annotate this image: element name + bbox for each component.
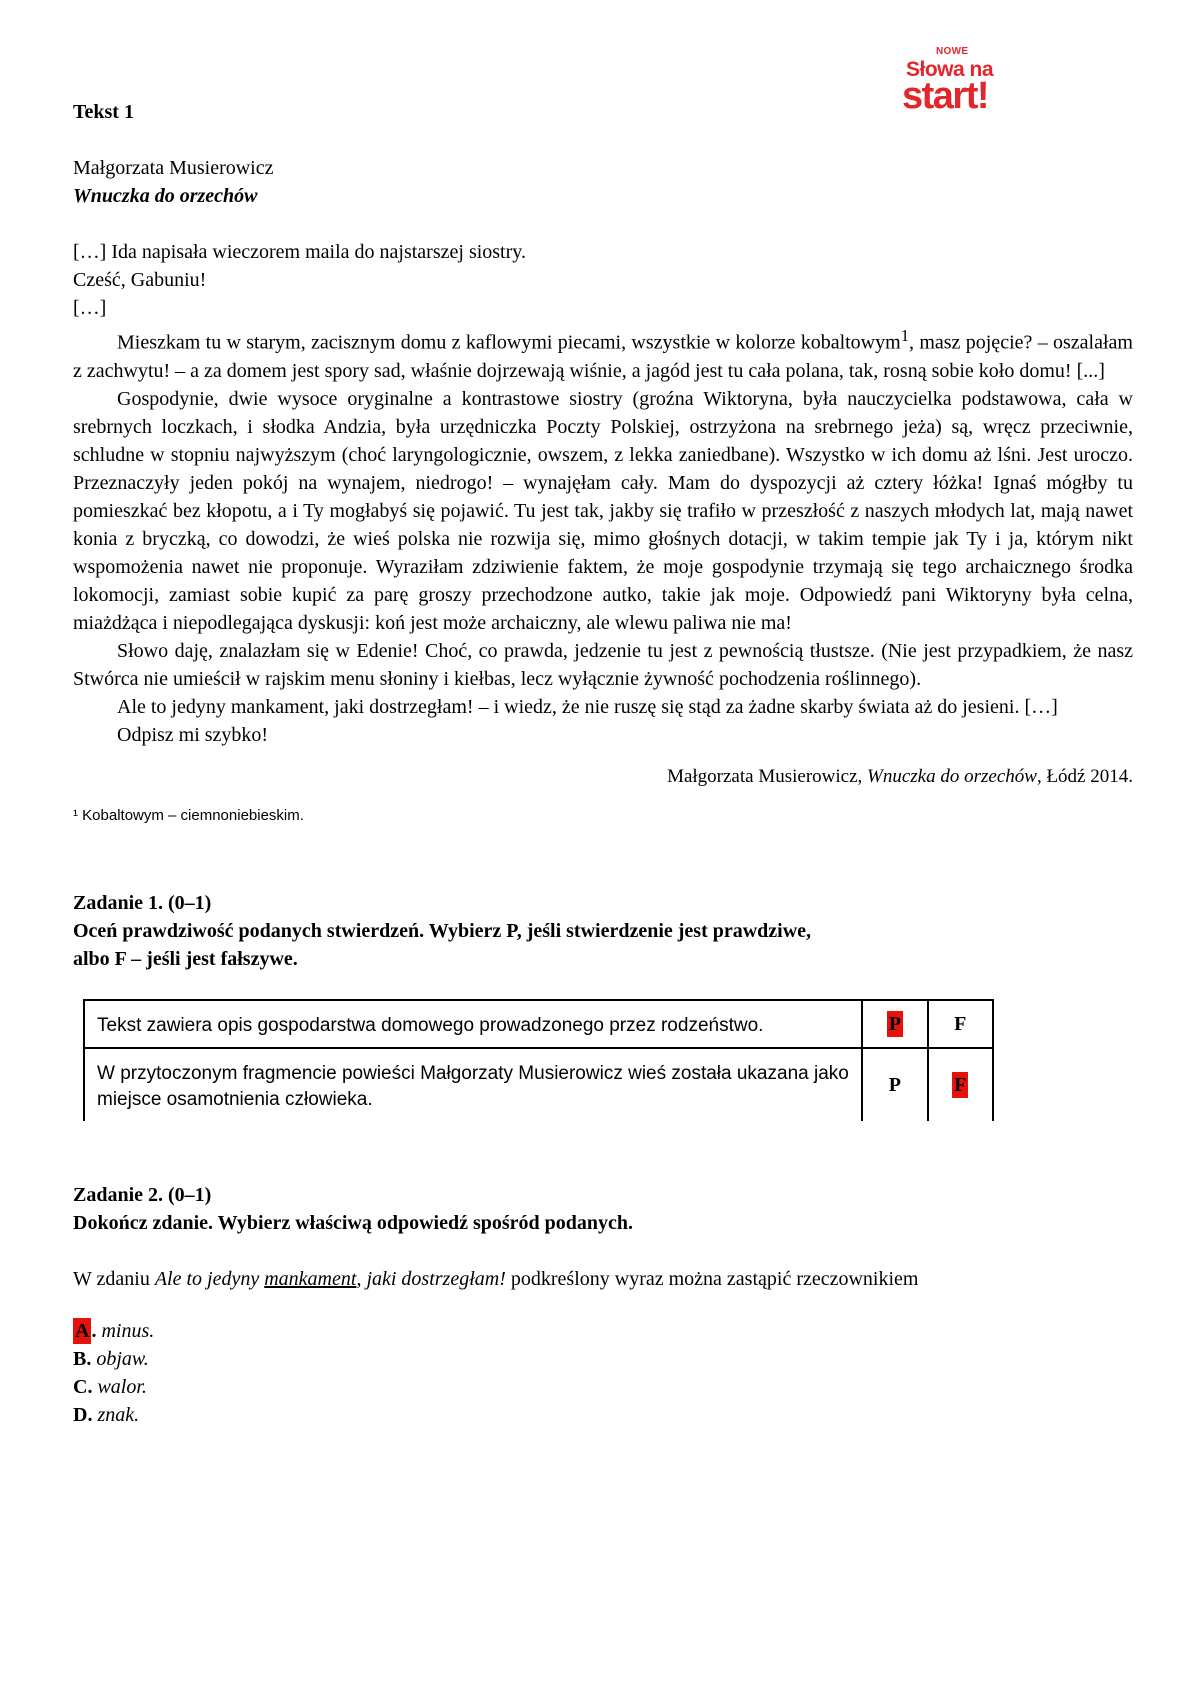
task-1-title: Zadanie 1. (0–1)	[73, 891, 212, 914]
answer-a[interactable]: A . minus.	[75, 1319, 155, 1342]
paragraph-2: Gospodynie, dwie wysoce oryginalne a kontrastowe siostry (groźna Wiktoryna, była nauczycielka podstawowa, cała w srebrnych loczkach, i słodka Andzia, była urzędniczka Poczty Polskiej, ostrzyżona na srebrnego jeża) są, wręcz przeciwnie, schludne w stopniu najwyższym (choć laryngologicznie, owszem, z lekka zaniedbane). Wszystko w ich domu aż lśni. Jest uroczo. Przeznaczyły jeden pokój na wynajem, niedrogo! – wynajęłam cały. Mam do dyspozycji aż cztery łóżka! Ignaś mógłby tu pomieszkać bez kłopotu, a i Ty mogłabyś się pojawić. Tu jest tak, jakby się trafiło w przeszłość z naszych młodych lat, mają nawet konia z bryczką, co dowodzi, że wieś polska nie rozwija się, mimo głośnych dotacji, w takim tempie jak Ty i ja, którym nikt wspomożenia nawet nie proponuje. Wyraziłam zdziwienie faktem, że moje gospodynie trzymają się tego archaicznego środka lokomocji, zamiast sobie kupić za parę groszy przechodzone autko, takie jak moje. Odpowiedź pani Wiktoryny była celna, miażdżąca i niepodlegająca dyskusji: koń jest może archaiczny, ale wlewu paliwa nie ma!	[73, 387, 1133, 634]
task-1-instruction-1: Oceń prawdziwość podanych stwierdzeń. Wybierz P, jeśli stwierdzenie jest prawdziwe,	[73, 919, 812, 942]
option-p-2[interactable]: P	[862, 1048, 927, 1121]
statement-1: Tekst zawiera opis gospodarstwa domowego prowadzonego przez rodzeństwo.	[84, 1000, 862, 1048]
task-2-title: Zadanie 2. (0–1)	[73, 1183, 212, 1206]
text-title: Wnuczka do orzechów	[73, 185, 258, 207]
task-2	[73, 1181, 1133, 1429]
text-author: Małgorzata Musierowicz	[73, 157, 274, 179]
paragraph-1: Mieszkam tu w starym, zacisznym domu z kaflowymi piecami, wszystkie w kolorze kobaltowym$^1$, masz pojęcie? – oszalałam z zachwytu! – a za domem jest spory sad, właśnie dojrzewają wiśnie, a jagód jest tu cała polana, tak, rosną sobie koło domu! [...]	[73, 326, 1133, 382]
logo-top: NOWE	[936, 46, 969, 57]
paragraph-4: Ale to jedyny mankament, jaki dostrzegłam! – i wiedz, że nie ruszę się stąd za żadne skarby świata aż do jesieni. […]	[117, 695, 1058, 718]
source-citation: Małgorzata Musierowicz, Wnuczka do orzechów, Łódź 2014.	[667, 765, 1133, 787]
true-false-table	[83, 999, 994, 1121]
logo-middle: Słowa na	[906, 58, 994, 81]
task-1-instruction-2: albo F – jeśli jest fałszywe.	[73, 947, 298, 970]
document-body	[73, 98, 1133, 1429]
answer-options	[73, 1317, 1133, 1429]
footnote: ¹ Kobaltowym – ciemnoniebieskim.	[73, 806, 304, 824]
answer-b[interactable]: B. objaw.	[73, 1347, 149, 1370]
task-2-instruction: Dokończ zdanie. Wybierz właściwą odpowiedź spośród podanych.	[73, 1211, 634, 1234]
table-row	[84, 1000, 993, 1048]
paragraph-5: Odpisz mi szybko!	[117, 723, 269, 746]
task-1	[73, 889, 1133, 1121]
answer-d[interactable]: D. znak.	[73, 1403, 140, 1426]
table-row	[84, 1048, 993, 1121]
text-line-3: […]	[73, 297, 107, 319]
logo-bottom: start!	[902, 75, 989, 117]
statement-2: W przytoczonym fragmencie powieści Małgorzaty Musierowicz wieś została ukazana jako miejsce osamotnienia człowieka.	[84, 1048, 862, 1121]
paragraph-3: Słowo daję, znalazłam się w Edenie! Choć, co prawda, jedzenie tu jest z pewnością tłustsze. (Nie jest przypadkiem, że nasz Stwórca nie umieścił w rajskim menu słoniny i kiełbas, lecz wyłącznie żywność pochodzenia roślinnego).	[73, 639, 1133, 690]
option-p-1[interactable]: P	[862, 1000, 927, 1048]
option-f-1[interactable]: F	[928, 1000, 993, 1048]
option-f-2[interactable]: F	[928, 1048, 993, 1121]
text-line-2: Cześć, Gabuniu!	[73, 269, 207, 291]
text-line-1: […] Ida napisała wieczorem maila do najstarszej siostry.	[73, 241, 526, 263]
text-heading: Tekst 1	[73, 101, 134, 123]
footnote-ref: 1	[900, 326, 910, 345]
answer-c[interactable]: C. walor.	[73, 1375, 147, 1398]
task-2-question: W zdaniu Ale to jedyny mankament, jaki dostrzegłam! podkreślony wyraz można zastąpić rzeczownikiem	[73, 1267, 919, 1290]
